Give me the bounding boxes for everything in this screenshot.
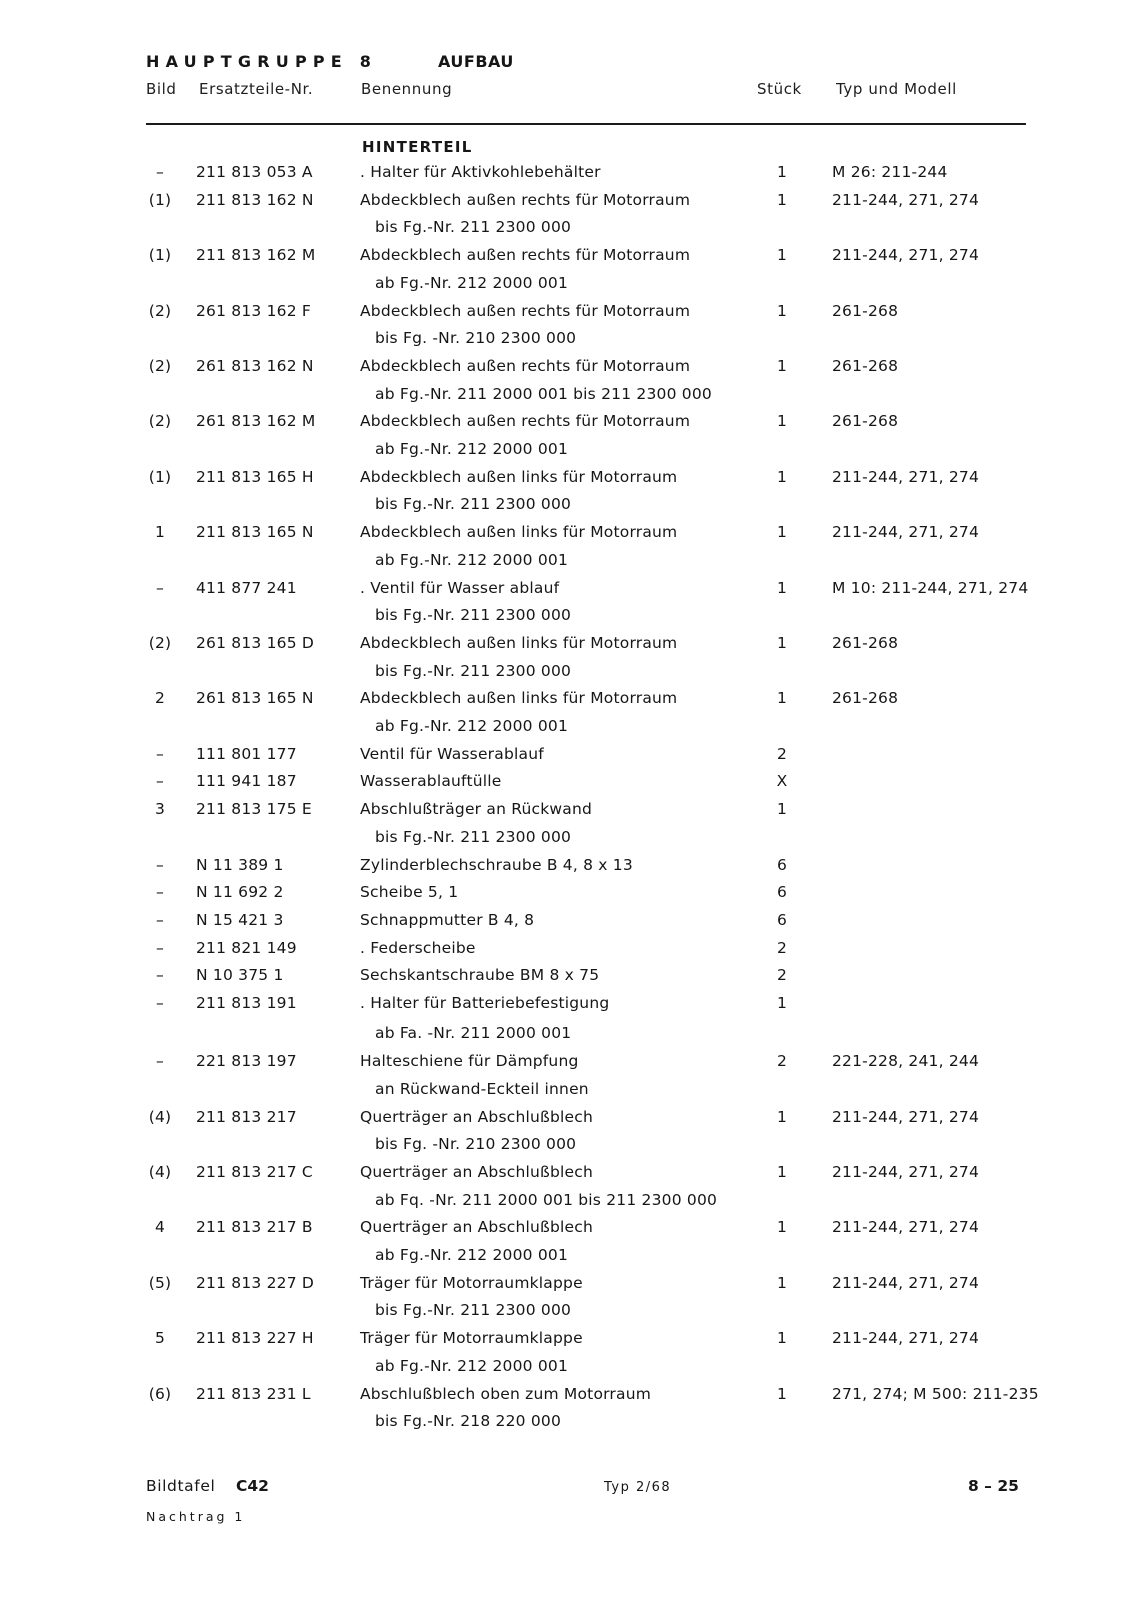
row-chassis-range: ab Fa. -Nr. 211 2000 001 [375,1024,572,1043]
row-type-model: 211-244, 271, 274 [832,1329,980,1348]
row-designation: Träger für Motorraumklappe [360,1329,583,1348]
row-type-model: 261-268 [832,356,899,375]
row-chassis-range: bis Fg.-Nr. 211 2300 000 [375,1301,572,1320]
row-part-number: 261 813 162 M [196,412,316,431]
row-chassis-range: ab Fg.-Nr. 212 2000 001 [375,550,569,569]
row-quantity: 1 [776,1218,788,1237]
row-type-model: 261-268 [832,689,899,708]
header-rule [146,123,1026,125]
row-type-model: 211-244, 271, 274 [832,1107,980,1126]
column-header-bild: Bild [146,80,177,98]
row-designation: Zylinderblechschraube B 4, 8 x 13 [360,855,633,874]
row-part-number: 261 813 165 N [196,689,314,708]
row-part-number: 211 813 162 M [196,246,316,265]
footer-nachtrag: Nachtrag 1 [146,1509,246,1524]
row-designation: Sechskantschraube BM 8 x 75 [360,966,600,985]
row-chassis-range: ab Fg.-Nr. 212 2000 001 [375,273,569,292]
row-chassis-range: ab Fg.-Nr. 211 2000 001 bis 211 2300 000 [375,384,712,403]
row-designation: Abdeckblech außen links für Motorraum [360,633,678,652]
row-quantity: X [776,772,788,791]
row-part-number: 211 813 162 N [196,190,314,209]
column-header-stueck: Stück [757,80,802,98]
row-designation: Abdeckblech außen links für Motorraum [360,523,678,542]
row-quantity: 1 [776,800,788,819]
row-type-model: 211-244, 271, 274 [832,1273,980,1292]
row-chassis-range: an Rückwand-Eckteil innen [375,1079,589,1098]
footer-bildtafel-code: C42 [236,1477,269,1495]
row-part-number: 211 813 227 D [196,1273,315,1292]
row-chassis-range: ab Fg.-Nr. 212 2000 001 [375,440,569,458]
row-designation: Abdeckblech außen links für Motorraum [360,689,678,708]
row-designation: Querträger an Abschlußblech [360,1162,593,1181]
row-chassis-range: bis Fg.-Nr. 218 220 000 [375,1412,562,1431]
column-header-typ-und-modell: Typ und Modell [836,80,957,98]
row-type-model: 261-268 [832,301,899,320]
row-part-number: 111 801 177 [196,744,297,763]
row-bild: (4) [148,1162,172,1181]
row-bild: – [156,938,164,957]
row-quantity: 1 [776,163,788,181]
row-part-number: 221 813 197 [196,1052,297,1071]
row-designation: Wasserablauftülle [360,772,502,791]
row-bild: – [156,744,164,763]
row-designation: Schnappmutter B 4, 8 [360,910,535,929]
row-type-model: M 10: 211-244, 271, 274 [832,578,1029,597]
row-chassis-range: ab Fq. -Nr. 211 2000 001 bis 211 2300 000 [375,1190,718,1209]
row-designation: Abdeckblech außen links für Motorraum [360,467,678,486]
row-bild: (2) [148,633,172,652]
row-designation: Abdeckblech außen rechts für Motorraum [360,190,691,209]
row-quantity: 1 [776,523,788,542]
row-part-number: 211 813 217 C [196,1162,313,1181]
row-bild: (5) [148,1273,172,1292]
column-header-benennung: Benennung [361,80,453,98]
row-quantity: 1 [776,467,788,486]
row-type-model: 211-244, 271, 274 [832,190,980,209]
row-quantity: 1 [776,1162,788,1181]
row-part-number: 411 877 241 [196,578,297,597]
row-part-number: N 10 375 1 [196,966,284,985]
row-designation: Träger für Motorraumklappe [360,1273,583,1292]
row-chassis-range: ab Fg.-Nr. 212 2000 001 [375,717,569,735]
row-part-number: 111 941 187 [196,772,297,791]
row-part-number: 211 813 191 [196,994,297,1012]
row-designation: . Halter für Batteriebefestigung [360,994,610,1012]
row-bild: (6) [148,1384,172,1403]
row-quantity: 2 [776,938,788,957]
row-bild: 4 [154,1218,166,1237]
row-type-model: 211-244, 271, 274 [832,523,980,542]
row-bild: – [156,578,164,597]
row-designation: . Federscheibe [360,938,476,957]
row-quantity: 1 [776,578,788,597]
row-type-model: 211-244, 271, 274 [832,246,980,265]
row-quantity: 2 [776,966,788,985]
row-quantity: 1 [776,633,788,652]
row-part-number: 211 813 053 A [196,163,313,181]
row-quantity: 1 [776,246,788,265]
row-quantity: 1 [776,1329,788,1348]
row-type-model: 271, 274; M 500: 211-235 [832,1384,1039,1403]
row-chassis-range: ab Fg.-Nr. 212 2000 001 [375,1246,569,1265]
row-chassis-range: bis Fg.-Nr. 211 2300 000 [375,495,572,514]
row-designation: Ventil für Wasserablauf [360,744,544,763]
column-header-ersatzteile-nr: Ersatzteile-Nr. [199,80,314,98]
row-bild: (2) [148,356,172,375]
row-quantity: 1 [776,1384,788,1403]
row-part-number: 211 813 165 N [196,523,314,542]
row-bild: – [156,883,164,902]
row-type-model: 211-244, 271, 274 [832,1162,980,1181]
row-designation: Abschlußblech oben zum Motorraum [360,1384,652,1403]
row-part-number: 211 813 217 B [196,1218,313,1237]
row-bild: – [156,994,164,1012]
row-chassis-range: bis Fg.-Nr. 211 2300 000 [375,661,572,680]
section-heading: HINTERTEIL [362,138,473,156]
row-designation: Abdeckblech außen rechts für Motorraum [360,412,691,431]
row-part-number: N 11 389 1 [196,855,284,874]
row-quantity: 1 [776,301,788,320]
row-part-number: 211 813 165 H [196,467,314,486]
row-quantity: 6 [776,910,788,929]
row-quantity: 1 [776,412,788,431]
group-section-title: AUFBAU [438,52,514,71]
row-part-number: 261 813 162 N [196,356,314,375]
page-number: 8 – 25 [968,1477,1019,1495]
footer-bildtafel-label: Bildtafel [146,1477,216,1495]
row-part-number: N 15 421 3 [196,910,284,929]
row-bild: – [156,966,164,985]
row-bild: 1 [154,523,166,542]
row-bild: – [156,1052,164,1071]
row-part-number: 211 813 175 E [196,800,312,819]
row-bild: – [156,772,164,791]
row-type-model: 221-228, 241, 244 [832,1052,980,1071]
row-chassis-range: bis Fg.-Nr. 211 2300 000 [375,827,572,846]
row-chassis-range: bis Fg.-Nr. 211 2300 000 [375,606,572,625]
row-chassis-range: bis Fg. -Nr. 210 2300 000 [375,1135,577,1154]
row-bild: 5 [154,1329,166,1348]
row-quantity: 1 [776,1107,788,1126]
row-designation: Querträger an Abschlußblech [360,1107,593,1126]
row-bild: (1) [148,246,172,265]
row-part-number: 261 813 165 D [196,633,315,652]
row-part-number: 261 813 162 F [196,301,312,320]
row-chassis-range: bis Fg. -Nr. 210 2300 000 [375,329,577,348]
row-bild: (1) [148,467,172,486]
row-designation: Abschlußträger an Rückwand [360,800,593,819]
row-type-model: 261-268 [832,633,899,652]
row-part-number: N 11 692 2 [196,883,284,902]
row-bild: 2 [154,689,166,708]
row-quantity: 1 [776,190,788,209]
row-bild: (2) [148,301,172,320]
row-type-model: 261-268 [832,412,899,431]
row-designation: Abdeckblech außen rechts für Motorraum [360,356,691,375]
row-chassis-range: bis Fg.-Nr. 211 2300 000 [375,218,572,237]
row-bild: 3 [154,800,166,819]
row-bild: – [156,855,164,874]
row-designation: Abdeckblech außen rechts für Motorraum [360,246,691,265]
row-designation: Abdeckblech außen rechts für Motorraum [360,301,691,320]
row-part-number: 211 821 149 [196,938,297,957]
row-designation: . Halter für Aktivkohlebehälter [360,163,601,181]
footer-typ: Typ 2/68 [604,1480,672,1495]
row-quantity: 2 [776,744,788,763]
row-quantity: 2 [776,1052,788,1071]
row-part-number: 211 813 231 L [196,1384,311,1403]
row-bild: – [156,163,164,181]
group-title: HAUPTGRUPPE 8 [146,52,378,71]
row-quantity: 1 [776,994,788,1012]
row-quantity: 1 [776,689,788,708]
row-type-model: 211-244, 271, 274 [832,467,980,486]
row-bild: – [156,910,164,929]
row-designation: Querträger an Abschlußblech [360,1218,593,1237]
row-part-number: 211 813 217 [196,1107,297,1126]
row-designation: . Ventil für Wasser ablauf [360,578,560,597]
row-quantity: 1 [776,1273,788,1292]
row-chassis-range: ab Fg.-Nr. 212 2000 001 [375,1356,569,1375]
row-designation: Scheibe 5, 1 [360,883,459,902]
row-bild: (4) [148,1107,172,1126]
row-type-model: 211-244, 271, 274 [832,1218,980,1237]
row-quantity: 6 [776,883,788,902]
row-quantity: 1 [776,356,788,375]
row-quantity: 6 [776,855,788,874]
row-bild: (1) [148,190,172,209]
row-designation: Halteschiene für Dämpfung [360,1052,579,1071]
row-type-model: M 26: 211-244 [832,163,948,181]
row-bild: (2) [148,412,172,431]
row-part-number: 211 813 227 H [196,1329,314,1348]
